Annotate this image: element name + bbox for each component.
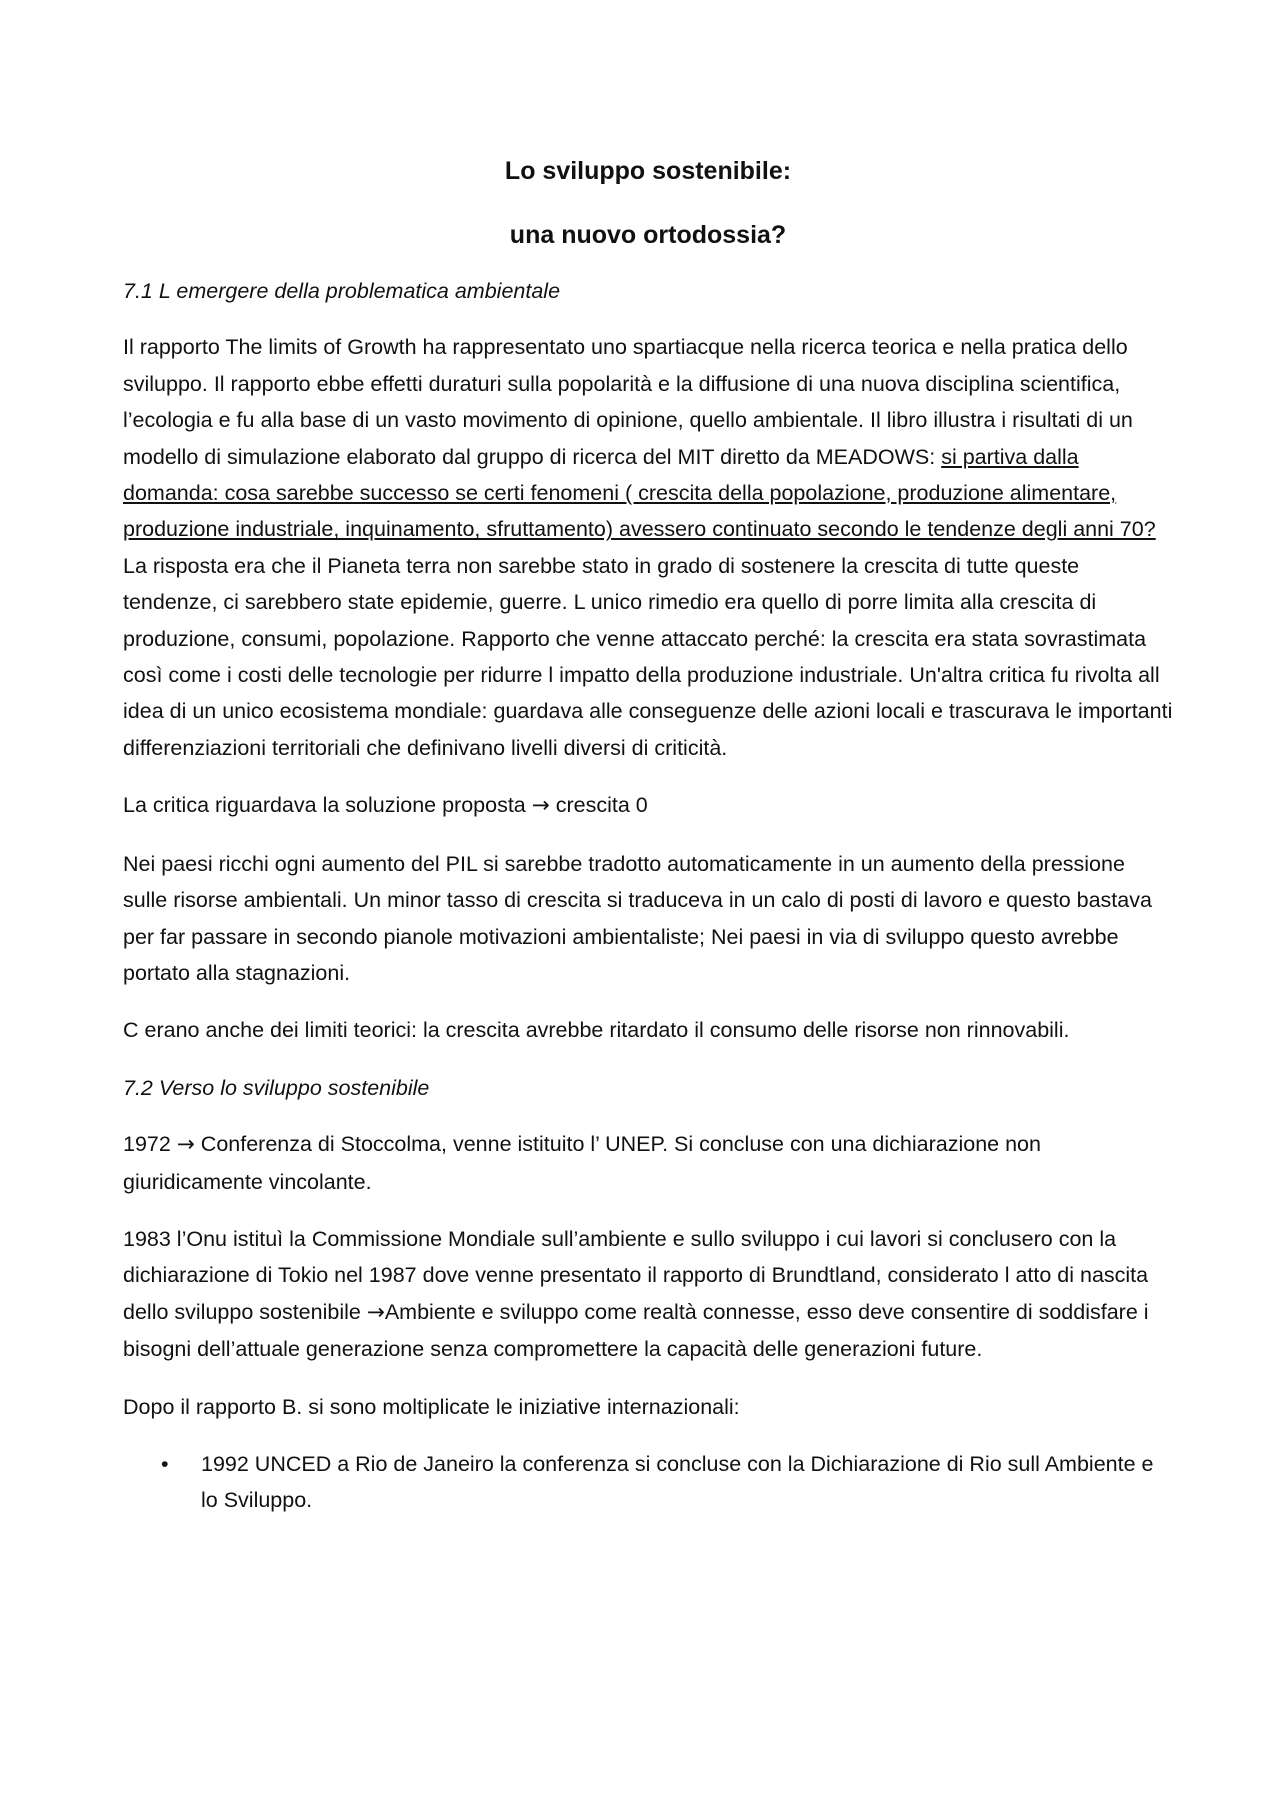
document-body xyxy=(123,155,1173,1540)
bullet-icon: • xyxy=(161,1451,169,1476)
arrow-right-icon: → xyxy=(366,1299,385,1325)
paragraph-dopo-rapporto: Dopo il rapporto B. si sono moltiplicate le iniziative internazionali: xyxy=(123,1394,740,1419)
paragraph-paesi-ricchi: Nei paesi ricchi ogni aumento del PIL si sarebbe tradotto automaticamente in un aumento della pressione sulle risorse ambientali. Un minor tasso di crescita si traduceva in un calo di posti di lavoro e questo bastava per far passare in secondo pianole motivazioni ambientaliste; Nei paesi in via di sviluppo questo avrebbe portato alla stagnazioni. xyxy=(123,851,1152,985)
initiatives-list xyxy=(123,1446,1173,1519)
paragraph-text: Conferenza di Stoccolma, venne istituito l’ UNEP. Si concluse con una dichiarazione non giuridicamente vincolante. xyxy=(123,1132,1041,1194)
page-title-line-2: una nuovo ortodossia? xyxy=(509,221,787,249)
underlined-text: si partiva dalla domanda: cosa sarebbe successo se certi fenomeni ( crescita della popolazione, produzione alimentare, produzione industriale, inquinamento, sfruttamento) avessero continuato secondo le tendenze degli anni 70? xyxy=(123,444,1156,542)
paragraph-text: Il rapporto The limits of Growth ha rappresentato uno spartiacque nella ricerca teorica e nella pratica dello sviluppo. Il rapporto ebbe effetti duraturi sulla popolarità e la diffusione di una nuova disciplina scientifica, l’ecologia e fu alla base di un vasto movimento di opinione, quello ambientale. Il libro illustra i risultati di un modello di simulazione elaborato dal gruppo di ricerca del MIT diretto da MEADOWS: xyxy=(123,335,1133,469)
list-item-text: 1992 UNCED a Rio de Janeiro la conferenza si concluse con la Dichiarazione di Rio sull Ambiente e lo Sviluppo. xyxy=(201,1451,1154,1513)
page-title-line-1: Lo sviluppo sostenibile: xyxy=(504,157,792,185)
paragraph-text: crescita 0 xyxy=(549,793,648,818)
paragraph-text: Ambiente e sviluppo come realtà connesse, esso deve consentire di soddisfare i bisogni dell’attuale generazione senza compromettere la capacità delle generazioni future. xyxy=(123,1299,1149,1362)
paragraph-1983 xyxy=(123,1221,1173,1368)
paragraph-text: La risposta era che il Pianeta terra non sarebbe stato in grado di sostenere la crescita di tutte queste tendenze, ci sarebbero state epidemie, guerre. L unico rimedio era quello di porre limita alla crescita di produzione, consumi, popolazione. Rapporto che venne attaccato perché: la crescita era stata sovrastimata così come i costi delle tecnologie per ridurre l impatto della produzione industriale. Un'altra critica fu rivolta all idea di un unico ecosistema mondiale: guardava alle conseguenze delle azioni locali e trascurava le importanti differenziazioni territoriali che definivano livelli diversi di criticità. xyxy=(123,553,1173,760)
paragraph-text: 1983 l’Onu istituì la Commissione Mondiale sull’ambiente e sullo sviluppo i cui lavori si conclusero con la dichiarazione di Tokio nel 1987 dove venne presentato il rapporto di Brundtland, considerato l atto di nascita dello sviluppo sostenibile xyxy=(123,1226,1149,1324)
paragraph-text: 1972 xyxy=(123,1132,177,1157)
paragraph-1972 xyxy=(123,1126,1173,1200)
section-heading-7-2: 7.2 Verso lo sviluppo sostenibile xyxy=(123,1075,430,1100)
paragraph-critica xyxy=(123,787,1173,824)
paragraph-limiti-teorici: C erano anche dei limiti teorici: la crescita avrebbe ritardato il consumo delle risorse non rinnovabili. xyxy=(123,1018,1070,1043)
section-heading-7-1: 7.1 L emergere della problematica ambientale xyxy=(123,279,561,303)
list-item xyxy=(123,1446,1173,1519)
arrow-right-icon: → xyxy=(176,1132,195,1158)
paragraph-limits-of-growth xyxy=(123,329,1173,766)
arrow-right-icon: → xyxy=(531,793,550,819)
paragraph-text: La critica riguardava la soluzione proposta xyxy=(123,793,532,818)
